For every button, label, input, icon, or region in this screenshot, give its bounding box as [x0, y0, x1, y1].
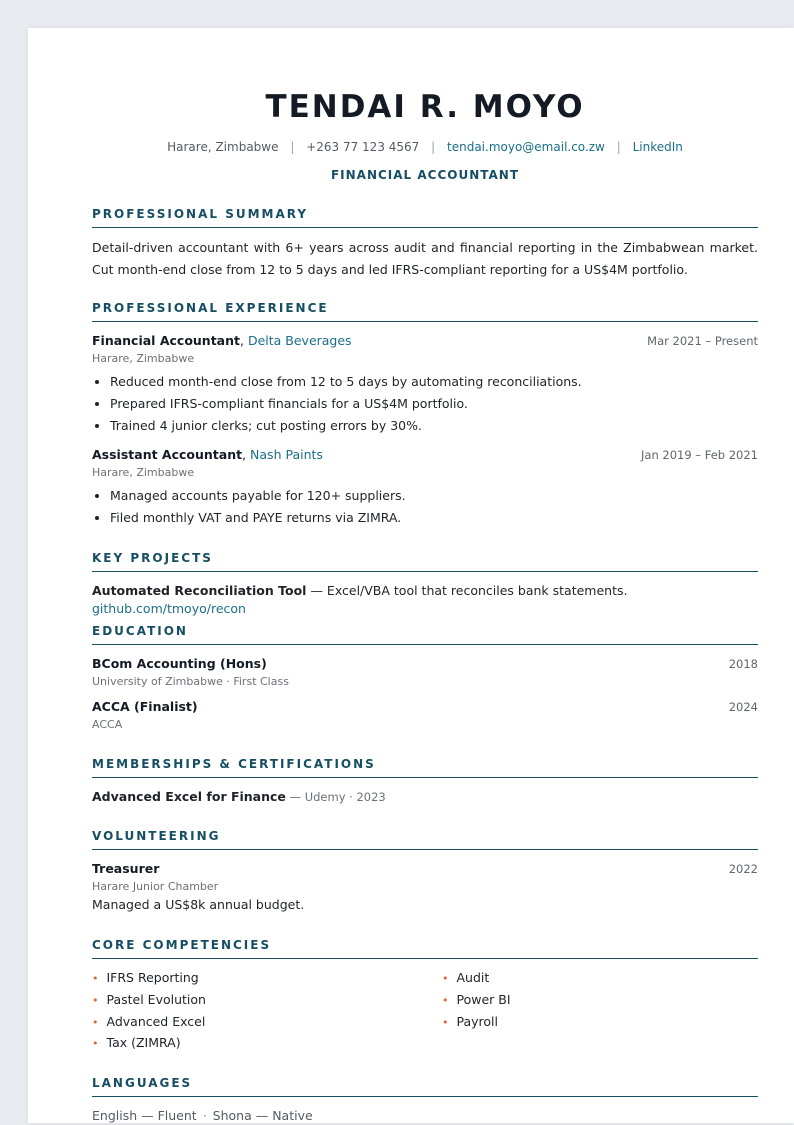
contact-email-link[interactable]: tendai.moyo@email.co.zw [447, 140, 605, 154]
contact-separator: | [431, 140, 436, 154]
job-title: Financial Accountant [92, 333, 240, 348]
section-heading-experience: PROFESSIONAL EXPERIENCE [92, 300, 758, 322]
bullet-icon: • [442, 994, 449, 1007]
language-item: Shona — Native [212, 1108, 313, 1123]
competency-item: • Audit [442, 970, 490, 985]
competency-item: • Pastel Evolution [92, 992, 206, 1007]
competency-item: • Payroll [442, 1014, 498, 1029]
contact-phone: +263 77 123 4567 [306, 140, 420, 154]
job-location: Harare, Zimbabwe [92, 352, 195, 365]
contact-separator: | [616, 140, 621, 154]
project-link[interactable]: github.com/tmoyo/recon [92, 601, 246, 616]
job-company: Nash Paints [250, 447, 323, 462]
volunteer-year: 2022 [728, 862, 758, 876]
certification-detail: — Udemy · 2023 [285, 790, 386, 804]
education-degree: ACCA (Finalist) [92, 699, 198, 714]
target-role: FINANCIAL ACCOUNTANT [330, 168, 520, 182]
project-item [92, 582, 758, 618]
section-heading-education: EDUCATION [92, 623, 758, 645]
bullet-icon: • [92, 994, 99, 1007]
section-heading-projects: KEY PROJECTS [92, 550, 758, 572]
job-bullet: • Trained 4 junior clerks; cut posting errors by 30%. [110, 415, 582, 437]
job-company: Delta Beverages [247, 333, 352, 348]
contact-separator: | [290, 140, 295, 154]
bullet-icon: • [442, 1016, 449, 1029]
education-institution: ACCA [92, 718, 123, 731]
job-bullets [92, 371, 582, 437]
project-description: — Excel/VBA tool that reconciles bank statements. [306, 583, 628, 598]
section-heading-certifications: MEMBERSHIPS & CERTIFICATIONS [92, 756, 758, 778]
volunteer-role: Treasurer [92, 861, 160, 876]
language-separator: · [202, 1108, 207, 1123]
languages-line [92, 1107, 313, 1125]
certification-name: Advanced Excel for Finance [92, 789, 286, 804]
section-heading-volunteering: VOLUNTEERING [92, 828, 758, 850]
volunteer-organization: Harare Junior Chamber [92, 880, 219, 893]
education-degree: BCom Accounting (Hons) [92, 656, 267, 671]
job-title-line: Assistant Accountant, Nash Paints [92, 447, 323, 462]
job-dates: Mar 2021 – Present [647, 334, 758, 348]
bullet-icon: • [92, 1016, 99, 1029]
section-heading-competencies: CORE COMPETENCIES [92, 937, 758, 959]
project-name: Automated Reconciliation Tool [92, 583, 307, 598]
job-bullet: • Filed monthly VAT and PAYE returns via ZIMRA. [110, 507, 406, 529]
bullet-icon: • [442, 972, 449, 985]
competency-item: • Power BI [442, 992, 511, 1007]
candidate-name: TENDAI R. MOYO [265, 89, 585, 125]
education-institution: University of Zimbabwe · First Class [92, 675, 289, 688]
section-heading-languages: LANGUAGES [92, 1075, 758, 1097]
bullet-icon: • [92, 972, 99, 985]
certification-item [92, 788, 386, 806]
job-location: Harare, Zimbabwe [92, 466, 195, 479]
volunteer-description: Managed a US$8k annual budget. [92, 897, 305, 912]
section-heading-summary: PROFESSIONAL SUMMARY [92, 206, 758, 228]
resume-page [28, 28, 794, 1123]
job-title: Assistant Accountant [92, 447, 243, 462]
competency-item: • Advanced Excel [92, 1014, 206, 1029]
job-bullet: • Managed accounts payable for 120+ suppliers. [110, 485, 406, 507]
bullet-icon: • [92, 1037, 99, 1050]
contact-line [92, 139, 758, 155]
contact-location: Harare, Zimbabwe [167, 140, 279, 154]
job-title-line: Financial Accountant, Delta Beverages [92, 333, 352, 348]
job-dates: Jan 2019 – Feb 2021 [641, 448, 758, 462]
job-bullet: • Reduced month-end close from 12 to 5 days by automating reconciliations. [110, 371, 582, 393]
education-year: 2024 [728, 700, 758, 714]
competency-item: • IFRS Reporting [92, 970, 199, 985]
education-year: 2018 [728, 657, 758, 671]
summary-text: Detail-driven accountant with 6+ years across audit and financial reporting in the Zimbabwean market. Cut month-end close from 12 to 5 days and led IFRS-compliant reporting for a US$4M portfolio. [92, 240, 758, 277]
competency-item: • Tax (ZIMRA) [92, 1035, 181, 1050]
job-bullet: • Prepared IFRS-compliant financials for a US$4M portfolio. [110, 393, 582, 415]
contact-linkedin-link[interactable]: LinkedIn [632, 140, 683, 154]
language-item: English — Fluent [92, 1108, 197, 1123]
job-bullets [92, 485, 406, 529]
